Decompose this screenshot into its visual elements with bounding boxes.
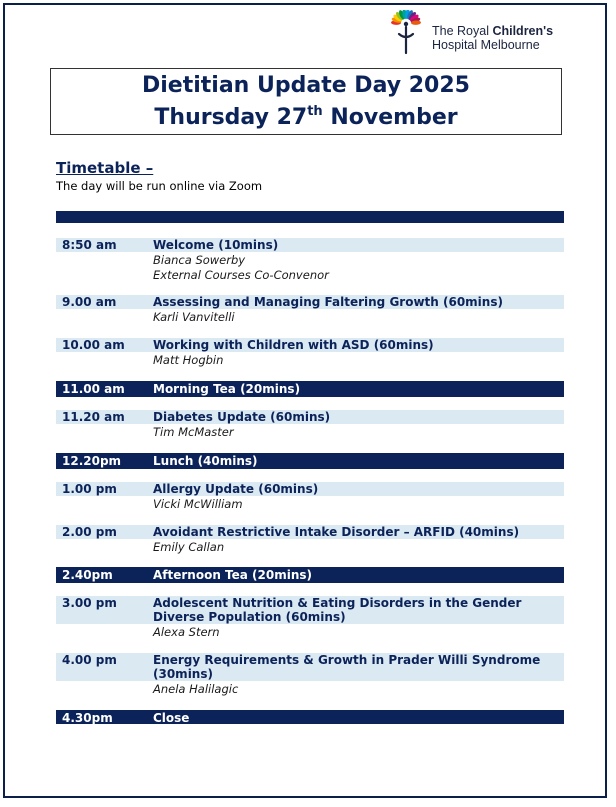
session-title: Avoidant Restrictive Intake Disorder – ARFID (40mins) [153, 525, 520, 539]
session-time: 2.00 pm [62, 525, 117, 539]
timetable-heading: Timetable – [56, 159, 154, 177]
timetable-header-bar [56, 211, 564, 223]
session-time: 11.00 am [62, 382, 125, 396]
logo-text [432, 24, 553, 52]
session-speaker: Karli Vanvitelli [153, 310, 235, 324]
session-title: Afternoon Tea (20mins) [153, 568, 313, 582]
session-speaker: Alexa Stern [153, 625, 220, 639]
session-speaker: Anela Halilagic [153, 682, 239, 696]
session-title: Morning Tea (20mins) [153, 382, 301, 396]
event-date-suffix: th [307, 104, 323, 119]
session-time: 9.00 am [62, 295, 117, 309]
session-speaker: Tim McMaster [153, 425, 234, 439]
logo-line1-prefix: The Royal [432, 24, 493, 38]
session-speaker: Emily Callan [153, 540, 225, 554]
timetable-subheading: The day will be run online via Zoom [56, 179, 263, 193]
session-time: 8:50 am [62, 238, 117, 252]
rch-logo-icon [385, 10, 429, 56]
session-speaker: External Courses Co-Convenor [153, 268, 329, 282]
session-time: 11.20 am [62, 410, 125, 424]
session-title: Lunch (40mins) [153, 454, 258, 468]
event-title: Dietitian Update Day 2025 [142, 73, 470, 98]
event-date-day: Thursday 27 [154, 105, 308, 130]
event-date [51, 105, 561, 131]
session-title: Adolescent Nutrition & Eating Disorders in the Gender Diverse Population (60mins) [153, 596, 522, 624]
session-speaker: Vicki McWilliam [153, 497, 243, 511]
session-speaker: Matt Hogbin [153, 353, 224, 367]
logo-line2: Hospital Melbourne [432, 38, 540, 52]
session-title: Allergy Update (60mins) [153, 482, 319, 496]
title-box [50, 68, 562, 135]
session-title: Working with Children with ASD (60mins) [153, 338, 434, 352]
session-title: Welcome (10mins) [153, 238, 279, 252]
session-time: 12.20pm [62, 454, 122, 468]
session-time: 4.00 pm [62, 653, 117, 667]
session-title: Close [153, 711, 190, 725]
session-time: 3.00 pm [62, 596, 117, 610]
rch-logo [385, 10, 565, 56]
session-time: 4.30pm [62, 711, 113, 725]
event-date-month: November [322, 105, 458, 130]
session-title: Diabetes Update (60mins) [153, 410, 331, 424]
session-time: 2.40pm [62, 568, 113, 582]
session-time: 10.00 am [62, 338, 125, 352]
session-speaker: Bianca Sowerby [153, 253, 246, 267]
session-time: 1.00 pm [62, 482, 117, 496]
session-title: Assessing and Managing Faltering Growth (60mins) [153, 295, 503, 309]
session-title: Energy Requirements & Growth in Prader Willi Syndrome (30mins) [153, 653, 541, 681]
logo-line1-bold: Children's [492, 24, 554, 38]
